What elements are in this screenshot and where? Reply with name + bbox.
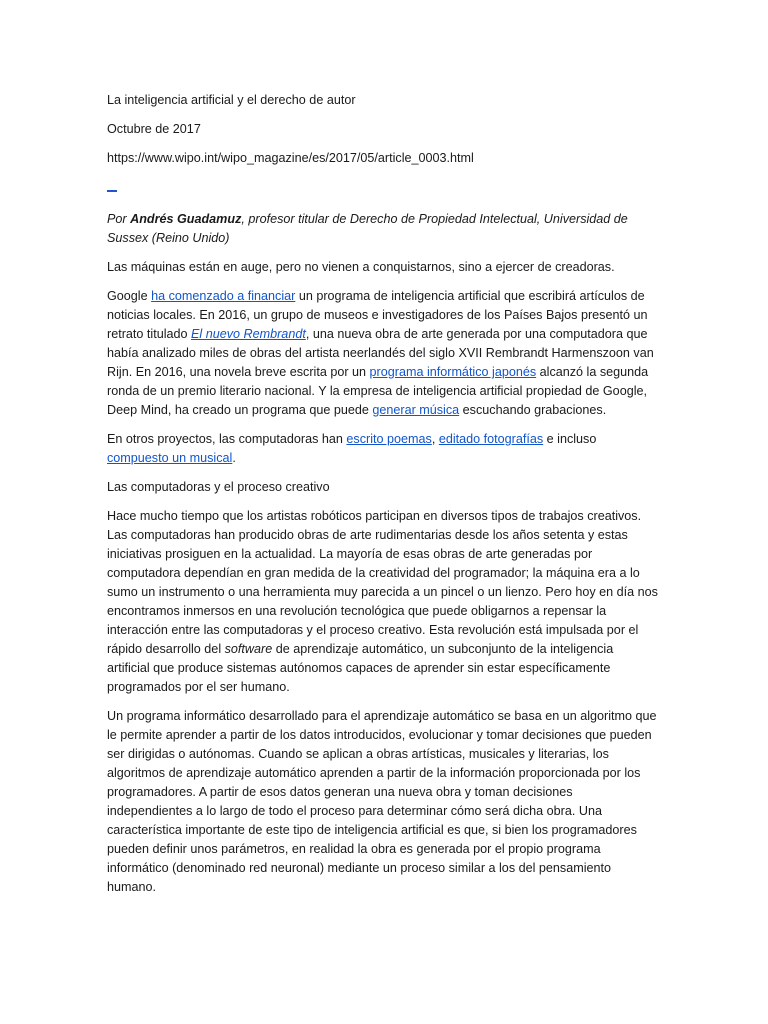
italic-software: software [224,642,273,656]
link-escrito-poemas[interactable]: escrito poemas [346,432,432,446]
link-compuesto-musical[interactable]: compuesto un musical [107,451,233,465]
paragraph-otros-proyectos [107,430,659,468]
document-title: La inteligencia artificial y el derecho de autor [107,93,356,107]
link-financiar[interactable]: ha comenzado a financiar [151,289,296,303]
text-span: , una nueva obra de arte generada por una computadora que había analizado miles de obras del artista neerlandés del siglo XVII Rembrandt Harmenszoon van Rijn. En 2016, una novela breve escrita por un [107,327,654,379]
text-span: , [431,432,439,446]
text-span: Hace mucho tiempo que los artistas robóticos participan en diversos tipos de trabajos creativos. Las computadoras han producido obras de arte rudimentarias desde los años setenta y estas iniciativas prosiguen en la actualidad. La mayoría de esas obras de arte generadas por computadora dependían en gran medida de la creatividad del programador; la máquina era a lo sumo un instrumento o una herramienta muy parecida a un pincel o un lienzo. Pero hoy en día nos encontramos inmersos en una revolución tecnológica que puede obligarnos a repensar la interacción entre las computadoras y el proceso creativo. Esta revolución está impulsada por el rápido desarrollo del [107,509,658,656]
text-span: . [232,451,236,465]
document-date: Octubre de 2017 [107,122,201,136]
byline-author: Andrés Guadamuz [130,212,242,226]
text-span: escuchando grabaciones. [459,403,607,417]
paragraph-google [107,287,659,420]
byline-role: , profesor titular de Derecho de Propiedad Intelectual, Universidad de Sussex (Reino Unido) [107,212,628,245]
link-generar-musica[interactable]: generar música [372,403,460,417]
link-programa-japones[interactable]: programa informático japonés [369,365,537,379]
text-span: alcanzó la segunda ronda de un premio literario nacional. Y la empresa de inteligencia artificial propiedad de Google, Deep Mind, ha creado un programa que puede [107,365,649,417]
document-page [107,91,659,907]
text-cursor-mark [107,190,117,192]
text-span: En otros proyectos, las computadoras han [107,432,347,446]
link-editado-fotografias[interactable]: editado fotografías [438,432,544,446]
byline-prefix: Por [107,212,131,226]
section-heading: Las computadoras y el proceso creativo [107,480,330,494]
text-span: Google [107,289,152,303]
byline [107,210,659,248]
intro-paragraph: Las máquinas están en auge, pero no vienen a conquistarnos, sino a ejercer de creadoras. [107,260,615,274]
text-span: de aprendizaje automático, un subconjunto de la inteligencia artificial que produce sistemas autónomos capaces de aprender sin estar específicamente programados por el ser humano. [107,642,614,694]
paragraph-aprendizaje-automatico: Un programa informático desarrollado para el aprendizaje automático se basa en un algoritmo que le permite aprender a partir de los datos introducidos, evolucionar y tomar decisiones que pueden ser dirigidas o autónomas. Cuando se aplican a obras artísticas, musicales y literarias, los algoritmos de aprendizaje automático aprenden a partir de la información proporcionada por los programadores. A partir de esos datos generan una nueva obra y toman decisiones independientes a lo largo de todo el proceso para determinar cómo será dicha obra. Una característica importante de este tipo de inteligencia artificial es que, si bien los programadores pueden definir unos parámetros, en realidad la obra es generada por el propio programa informático (denominado red neuronal) mediante un proceso similar a los del pensamiento humano. [107,709,657,894]
text-span: e incluso [543,432,597,446]
text-span: un programa de inteligencia artificial que escribirá artículos de noticias locales. En 2016, un grupo de museos e investigadores de los Países Bajos presentó un retrato titulado [107,289,648,341]
link-nuevo-rembrandt[interactable]: El nuevo Rembrandt [191,327,306,341]
paragraph-artistas-roboticos [107,507,659,697]
source-url[interactable]: https://www.wipo.int/wipo_magazine/es/2017/05/article_0003.html [107,151,474,165]
